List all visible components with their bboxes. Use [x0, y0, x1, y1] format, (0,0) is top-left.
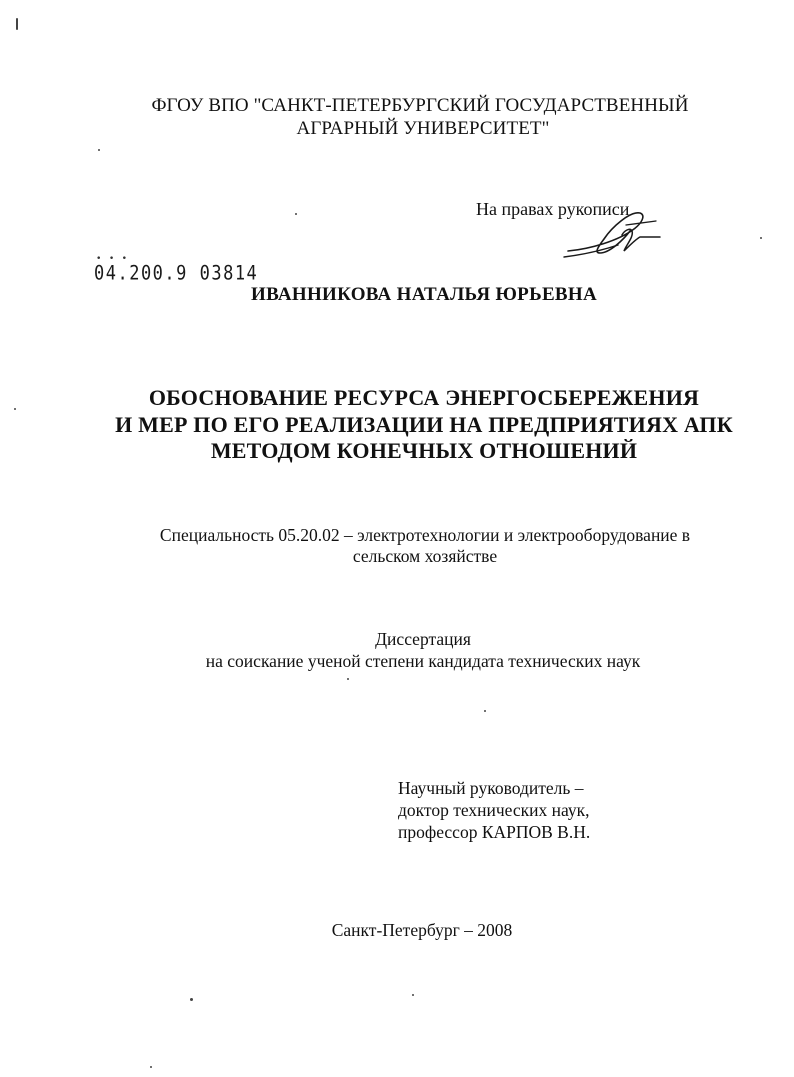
scan-speck	[98, 149, 100, 151]
thesis-degree: на соискание ученой степени кандидата технических наук	[205, 651, 641, 671]
scan-speck	[412, 994, 414, 996]
scan-speck	[347, 678, 349, 680]
title-line-3: МЕТОДОМ КОНЕЧНЫХ ОТНОШЕНИЙ	[210, 438, 638, 463]
organization-line-2: АГРАРНЫЙ УНИВЕРСИТЕТ"	[296, 118, 550, 139]
signature-icon	[560, 205, 672, 265]
specialty-line-1: Специальность 05.20.02 – электротехнологии и электрооборудование в	[159, 525, 691, 545]
scan-speck	[190, 998, 193, 1001]
specialty-line-2: сельском хозяйстве	[352, 546, 498, 566]
city-year: Санкт-Петербург – 2008	[331, 920, 513, 940]
thesis-type: Диссертация	[375, 629, 471, 649]
supervisor-line-3: профессор КАРПОВ В.Н.	[398, 822, 591, 842]
supervisor-block	[398, 777, 590, 843]
scan-speck	[760, 237, 762, 239]
archive-stamp: 04.200.9 03814	[94, 262, 259, 285]
scan-speck	[16, 18, 18, 30]
title-line-2: И МЕР ПО ЕГО РЕАЛИЗАЦИИ НА ПРЕДПРИЯТИЯХ АПК	[115, 412, 733, 437]
title-line-1: ОБОСНОВАНИЕ РЕСУРСА ЭНЕРГОСБЕРЕЖЕНИЯ	[148, 385, 700, 410]
scan-speck	[150, 1066, 152, 1068]
supervisor-line-1: Научный руководитель –	[398, 778, 584, 798]
stamp-dots: • • •	[96, 254, 129, 264]
supervisor-line-2: доктор технических наук,	[398, 800, 590, 820]
scan-speck	[484, 710, 486, 712]
manuscript-note: На правах рукописи	[476, 199, 630, 219]
organization-line-1: ФГОУ ВПО "САНКТ-ПЕТЕРБУРГСКИЙ ГОСУДАРСТВЕННЫЙ	[151, 95, 689, 116]
author-name: ИВАННИКОВА НАТАЛЬЯ ЮРЬЕВНА	[250, 284, 597, 305]
scan-speck	[295, 213, 297, 215]
scan-speck	[14, 408, 16, 410]
